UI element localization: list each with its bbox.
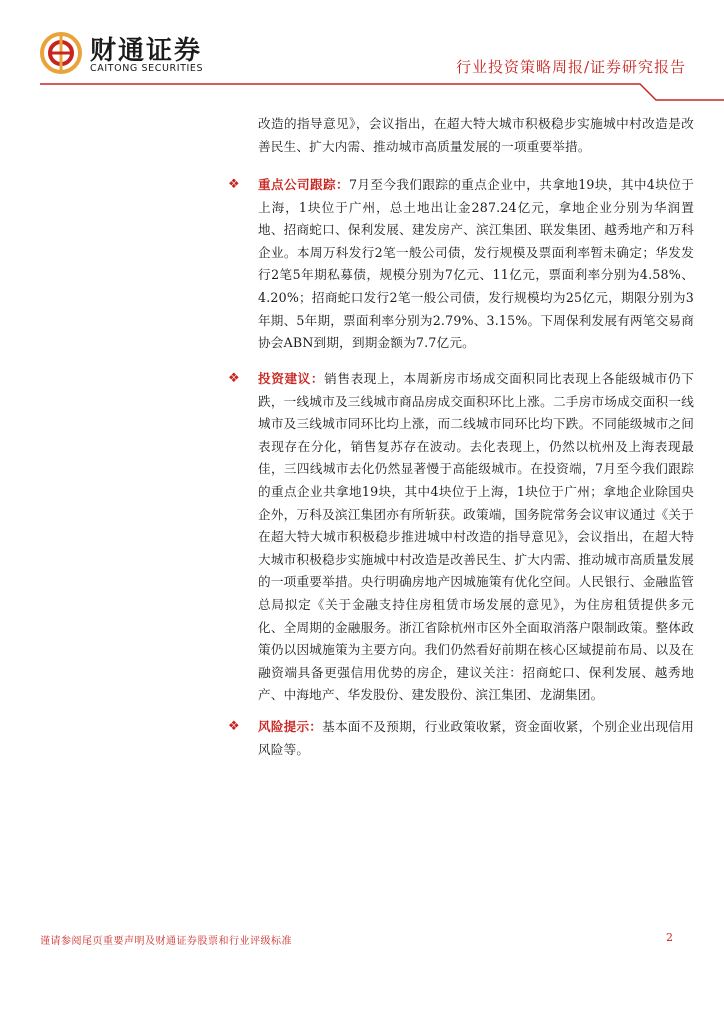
- section-tag: 风险提示：: [258, 719, 323, 734]
- section-tag: 重点公司跟踪：: [258, 177, 349, 192]
- section-investment-advice: [228, 368, 694, 707]
- section-text: 基本面不及预期，行业政策收紧，资金面收紧，个别企业出现信用风险等。: [258, 719, 694, 757]
- section-text: 7月至今我们跟踪的重点企业中，共拿地19块，其中4块位于上海，1块位于广州，总土地出让金287.24亿元，拿地企业分别为华润置地、招商蛇口、保利发展、建发房产、滨江集团、联发集团、越秀地产和万科企业。本周万科发行2笔一般公司债，发行规模及票面利率暂未确定；华发发行2笔5年期私募债，规模分别为7亿元、11亿元，票面利率分别为4.58%、4.20%；招商蛇口发行2笔一般公司债，发行规模均为25亿元，期限分别为3年期、5年期，票面利率分别为2.79%、3.15%。下周保利发展有两笔交易商协会ABN到期，到期金额为7.7亿元。: [258, 177, 694, 351]
- section-text: 改造的指导意见》，会议指出，在超大特大城市积极稳步实施城中村改造是改善民生、扩大内需、推动城市高质量发展的一项重要举措。: [258, 116, 694, 154]
- section-text: 销售表现上，本周新房市场成交面积同比表现上各能级城市仍下跌，一线城市及三线城市商品房成交面积环比上涨。二手房市场成交面积一线城市及三线城市同环比均上涨，而二线城市同环比均下跌。不同能级城市之间表现存在分化，销售复苏存在波动。去化表现上，仍然以杭州及上海表现最佳，三四线城市去化仍然显著慢于高能级城市。在投资端，7月至今我们跟踪的重点企业共拿地19块，其中4块位于上海，1块位于广州；拿地企业除国央企外，万科及滨江集团亦有所斩获。政策端，国务院常务会议审议通过《关于在超大特大城市积极稳步推进城中村改造的指导意见》，会议指出，在超大特大城市积极稳步实施城中村改造是改善民生、扩大内需、推动城市高质量发展的一项重要举措。央行明确房地产因城施策有优化空间。人民银行、金融监管总局拟定《关于金融支持住房租赁市场发展的意见》，为住房租赁提供多元化、全周期的金融服务。浙江省除杭州市区外全面取消落户限制政策。整体政策仍以因城施策为主要方向。我们仍然看好前期在核心区域提前布局、以及在融资端具备更强信用优势的房企，建议关注：招商蛇口、保利发展、越秀地产、中海地产、华发股份、建发股份、滨江集团、龙湖集团。: [258, 371, 694, 703]
- diamond-bullet-icon: ❖: [228, 719, 240, 734]
- diamond-bullet-icon: ❖: [228, 371, 240, 386]
- logo-text-en: CAITONG SECURITIES: [90, 63, 204, 74]
- header-divider: [40, 82, 724, 102]
- section-tag: 投资建议：: [258, 371, 325, 386]
- diamond-bullet-icon: ❖: [228, 177, 240, 192]
- logo-text-cn: 财通证券: [90, 36, 203, 66]
- section-key-companies: [228, 174, 694, 355]
- company-logo: [40, 30, 230, 80]
- logo-mark-icon: [40, 32, 82, 74]
- section-risk-warning: [228, 716, 694, 761]
- page-number: 2: [666, 931, 673, 944]
- footer-disclaimer: 谨请参阅尾页重要声明及财通证券股票和行业评级标准: [40, 936, 292, 947]
- page-header: [0, 0, 724, 100]
- section-continuation: [258, 113, 694, 158]
- report-type-title: 行业投资策略周报/证券研究报告: [455, 58, 686, 76]
